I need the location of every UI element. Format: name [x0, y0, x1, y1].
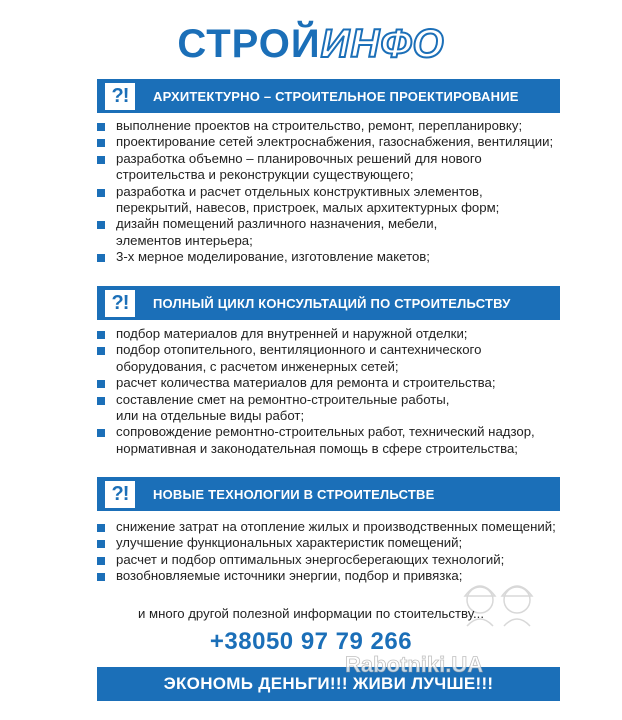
bullet-square-icon [97, 380, 105, 388]
bullet-square-icon [97, 189, 105, 197]
logo-part-2: ИНФО [320, 22, 445, 66]
logo-part-1: СТРОЙ [177, 22, 321, 66]
list-item: расчет количества материалов для ремонта и строительства; [97, 375, 577, 391]
list-item: разработка и расчет отдельных конструктивных элементов, перекрытий, навесов, пристроек, малых архитектурных форм; [97, 184, 577, 217]
section-title: НОВЫЕ ТЕХНОЛОГИИ В СТРОИТЕЛЬСТВЕ [153, 486, 435, 502]
bullet-square-icon [97, 139, 105, 147]
bullet-square-icon [97, 573, 105, 581]
phone-number[interactable]: +38050 97 79 266 [209, 628, 413, 655]
bullet-square-icon [97, 429, 105, 437]
bullet-square-icon [97, 347, 105, 355]
bullet-square-icon [97, 557, 105, 565]
bullet-square-icon [97, 331, 105, 339]
section-header-consulting [97, 286, 560, 320]
extra-info-text: и много другой полезной информации по стоительству... [137, 606, 485, 621]
slogan-banner: ЭКОНОМЬ ДЕНЬГИ!!! ЖИВИ ЛУЧШЕ!!! [97, 667, 560, 701]
list-item: улучшение функциональных характеристик помещений; [97, 535, 577, 551]
bullet-square-icon [97, 254, 105, 262]
list-item: подбор материалов для внутренней и наружной отделки; [97, 326, 577, 342]
list-item: выполнение проектов на строительство, ремонт, перепланировку; [97, 118, 577, 134]
section-title: АРХИТЕКТУРНО – СТРОИТЕЛЬНОЕ ПРОЕКТИРОВАНИЕ [153, 88, 519, 104]
section-header-architecture [97, 79, 560, 113]
section-title: ПОЛНЫЙ ЦИКЛ КОНСУЛЬТАЦИЙ ПО СТРОИТЕЛЬСТВУ [153, 295, 511, 311]
bullet-square-icon [97, 123, 105, 131]
question-exclamation-icon: ?! [105, 290, 135, 317]
watermark-text: Rabotniki.UA [345, 652, 484, 677]
question-exclamation-icon: ?! [105, 481, 135, 508]
logo [0, 22, 622, 66]
bullet-square-icon [97, 156, 105, 164]
section-list-architecture [97, 118, 577, 266]
list-item: проектирование сетей электроснабжения, газоснабжения, вентиляции; [97, 134, 577, 150]
section-header-technologies [97, 477, 560, 511]
list-item: составление смет на ремонтно-строительные работы, или на отдельные виды работ; [97, 392, 577, 425]
list-item: снижение затрат на отопление жилых и производственных помещений; [97, 519, 577, 535]
bullet-square-icon [97, 540, 105, 548]
list-item: дизайн помещений различного назначения, мебели, элементов интерьера; [97, 216, 577, 249]
list-item: разработка объемно – планировочных решений для нового строительства и реконструкции существующего; [97, 151, 577, 184]
question-exclamation-icon: ?! [105, 83, 135, 110]
list-item: возобновляемые источники энергии, подбор и привязка; [97, 568, 577, 584]
list-item: 3-х мерное моделирование, изготовление макетов; [97, 249, 577, 265]
bullet-square-icon [97, 397, 105, 405]
bullet-square-icon [97, 524, 105, 532]
list-item: подбор отопительного, вентиляционного и сантехнического оборудования, с расчетом инженерных сетей; [97, 342, 577, 375]
list-item: сопровождение ремонтно-строительных работ, технический надзор, нормативная и законодательная помощь в сфере строительства; [97, 424, 577, 457]
list-item: расчет и подбор оптимальных энергосберегающих технологий; [97, 552, 577, 568]
bullet-square-icon [97, 221, 105, 229]
section-list-consulting [97, 326, 577, 457]
